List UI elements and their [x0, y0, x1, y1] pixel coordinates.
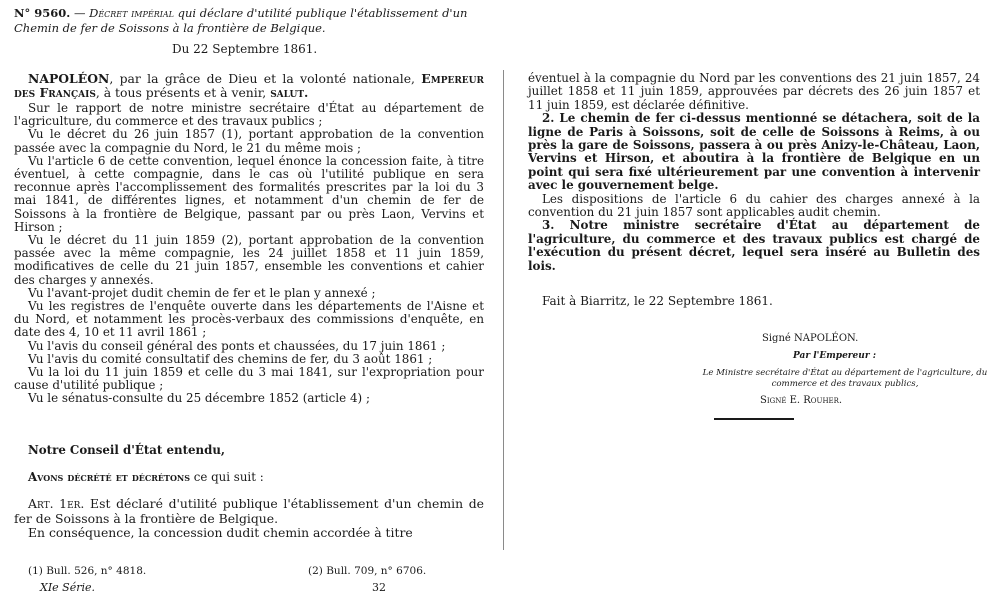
- consideration-paragraph: Vu le décret du 11 juin 1859 (2), portant approbation de la convention passée avec la même compagnie, les 24 juillet 1858 et 11 juin 1859, modificatives de celle du 21 juin 1857, ensemble les conventions et cahier des charges y annexés.: [14, 233, 484, 287]
- decree-header: [14, 6, 484, 36]
- consideration-paragraph: Vu l'avant-projet dudit chemin de fer et le plan y annexé ;: [28, 285, 376, 300]
- consideration-paragraph: Vu l'article 6 de cette convention, lequel énonce la concession faite, à titre éventuel, à cette compagnie, dans le cas où l'utilité publique en sera reconnue après l'accomplissement des formalités prescrites par la loi du 3 mai 1841, de différentes lignes, et notamment d'un chemin de fer de Soissons à la frontière de Belgique, passant par ou près Laon, Vervins et Hirson ;: [14, 153, 484, 234]
- decree-date: Du 22 Septembre 1861.: [172, 42, 318, 56]
- consideration-paragraph: Vu l'avis du comité consultatif des chemins de fer, du 3 août 1861 ;: [28, 351, 433, 366]
- signing-place-date: Fait à Biarritz, le 22 Septembre 1861.: [542, 294, 773, 308]
- article-1-paragraph: Art. 1er. Est déclaré d'utilité publique l'établissement d'un chemin de fer de Soissons à la frontière de Belgique.: [14, 496, 484, 526]
- article-3: 3. Notre ministre secrétaire d'État au département de l'agriculture, du commerce et des travaux publics est chargé de l'exécution du présent décret, lequel sera inséré au Bulletin des lois.: [528, 218, 980, 273]
- footnote-1: (1) Bull. 526, n° 4818.: [28, 565, 147, 577]
- council-heard-line: Notre Conseil d'État entendu,: [28, 443, 226, 457]
- article-1: [14, 497, 484, 541]
- right-body: [528, 72, 980, 273]
- consideration-paragraph: Vu le sénatus-consulte du 25 décembre 1852 (article 4) ;: [28, 391, 370, 406]
- decree-number: N° 9560.: [14, 6, 71, 20]
- decree-formula: Avons décrété et décrétons ce qui suit :: [28, 470, 264, 484]
- closing-rule: [714, 418, 794, 420]
- dispositions-paragraph: Les dispositions de l'article 6 du cahier des charges annexé à la convention du 21 juin 1857 sont applicables audit chemin.: [528, 191, 980, 220]
- emperor-signature: Signé NAPOLÉON.: [762, 333, 859, 344]
- decree-preamble: [14, 72, 484, 406]
- series-label: XIe Série.: [40, 581, 96, 594]
- decree-title: — Décret impérial qui déclare d'utilité publique l'établissement d'un Chemin de fer de Soissons à la frontière de Belgique.: [14, 6, 468, 35]
- article-1-continuation: En conséquence, la concession dudit chemin accordée à titre: [28, 525, 413, 540]
- consideration-paragraph: Vu l'avis du conseil général des ponts et chaussées, du 17 juin 1861 ;: [28, 338, 446, 353]
- minister-title: Le Ministre secrétaire d'État au département de l'agriculture, du commerce et des travaux publics,: [702, 368, 988, 389]
- preamble-paragraph: NAPOLÉON, par la grâce de Dieu et la volonté nationale, Empereur des Français, à tous présents et à venir, salut.: [14, 71, 484, 100]
- consideration-paragraph: Vu le décret du 26 juin 1857 (1), portant approbation de la convention passée avec la compagnie du Nord, le 21 du même mois ;: [14, 127, 484, 155]
- consideration-paragraph: Vu la loi du 11 juin 1859 et celle du 3 mai 1841, sur l'expropriation pour cause d'utilité publique ;: [14, 365, 484, 393]
- page-number: 32: [372, 581, 386, 594]
- column-divider: [503, 70, 504, 550]
- consideration-paragraph: Sur le rapport de notre ministre secrétaire d'État au département de l'agriculture, du commerce et des travaux publics ;: [14, 101, 484, 129]
- consideration-paragraph: Vu les registres de l'enquête ouverte dans les départements de l'Aisne et du Nord, et notamment les procès-verbaux des commissions d'enquête, en date des 4, 10 et 11 avril 1861 ;: [14, 299, 484, 340]
- minister-signature: Signé E. Rouher.: [760, 395, 843, 406]
- article-1-conclusion: éventuel à la compagnie du Nord par les conventions des 21 juin 1857, 24 juillet 1858 et 11 juin 1859, approuvées par décrets des 26 juin 1857 et 11 juin 1859, est déclarée définitive.: [528, 71, 980, 112]
- by-the-emperor: Par l'Empereur :: [793, 351, 877, 361]
- footnote-2: (2) Bull. 709, n° 6706.: [308, 565, 427, 577]
- article-2: 2. Le chemin de fer ci-dessus mentionné se détachera, soit de la ligne de Paris à Soissons, soit de celle de Soissons à Reims, à ou près la gare de Soissons, passera à ou près Anizy-le-Château, Laon, Vervins et Hirson, et aboutira à la frontière de Belgique en un point qui sera fixé ultérieurement par une convention à intervenir avec le gouvernement belge.: [528, 111, 980, 193]
